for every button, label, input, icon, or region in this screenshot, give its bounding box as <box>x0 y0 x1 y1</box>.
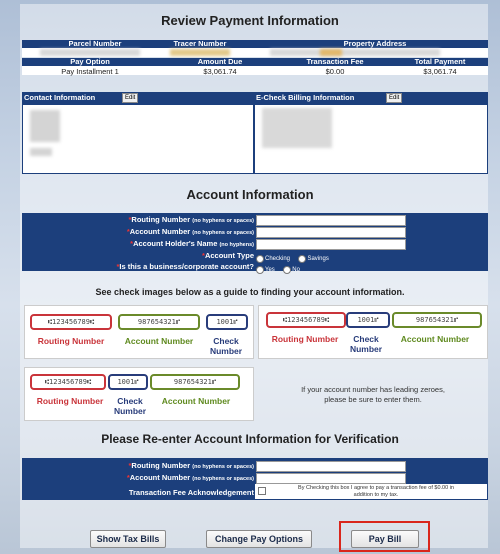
check3-routing-digits: ⑆123456789⑆ <box>30 374 106 390</box>
check3-account-digits: 987654321⑈ <box>150 374 240 390</box>
account-number-input[interactable] <box>256 227 406 238</box>
business-account-label-text: Is this a business/corporate account? <box>119 262 254 271</box>
check2-check-label <box>344 334 388 354</box>
check-guide-heading: See check images below as a guide to finding your account information. <box>95 287 405 297</box>
business-no-label: No <box>292 266 300 273</box>
check1-check-label-1: Check <box>213 336 239 346</box>
check3-routing-label: Routing Number <box>36 396 104 406</box>
contact-information-title: Contact Information <box>24 93 96 102</box>
verify-account-input[interactable] <box>256 473 406 484</box>
fee-acknowledgement-checkbox[interactable] <box>258 487 266 495</box>
routing-number-label: *Routing Number (no hyphens or spaces) <box>128 215 254 224</box>
verify-routing-input[interactable] <box>256 461 406 472</box>
check2-account-digits: 987654321⑈ <box>392 312 482 328</box>
account-type-label-text: Account Type <box>204 251 254 260</box>
savings-radio-label: Savings <box>307 255 329 262</box>
redacted-contact-info-2 <box>30 148 52 156</box>
business-account-options <box>256 261 304 279</box>
account-holder-hint: (no hyphens) <box>219 242 254 248</box>
account-holder-label-text: Account Holder's Name <box>133 239 218 248</box>
redacted-address <box>270 49 440 56</box>
redacted-echeck-info <box>262 108 332 148</box>
routing-number-label-text: Routing Number <box>131 215 191 224</box>
account-number-label: *Account Number (no hyphens or spaces) <box>126 227 254 236</box>
fee-acknowledgement-label: Transaction Fee Acknowledgement <box>128 488 254 497</box>
amount-due-value: $3,061.74 <box>203 67 237 76</box>
check1-routing-digits: ⑆123456789⑆ <box>30 314 112 330</box>
fee-text-1: By Checking this box I agree to pay a transaction fee of $0.00 in <box>298 485 454 491</box>
review-title: Review Payment Information <box>161 13 339 28</box>
header-transaction-fee: Transaction Fee <box>306 57 364 66</box>
check3-account-label: Account Number <box>161 396 231 406</box>
verify-account-label: *Account Number (no hyphens or spaces) <box>126 473 254 482</box>
check2-check-label-1: Check <box>353 334 379 344</box>
business-yes-label: Yes <box>265 266 275 273</box>
business-account-label: *Is this a business/corporate account? <box>116 262 254 271</box>
header-total-payment: Total Payment <box>414 57 466 66</box>
check2-routing-digits: ⑆123456789⑆ <box>266 312 346 328</box>
check2-check-digits: 1001⑈ <box>346 312 390 328</box>
leading-zeroes-note-1: If your account number has leading zeroes, <box>301 385 445 394</box>
check2-check-label-2: Number <box>349 344 383 354</box>
check1-account-digits: 987654321⑈ <box>118 314 200 330</box>
leading-zeroes-note-2: please be sure to enter them. <box>324 395 422 404</box>
redacted-contact-info <box>30 110 60 142</box>
show-tax-bills-button[interactable]: Show Tax Bills <box>90 530 166 548</box>
fee-text-2: addition to my tax. <box>353 492 399 498</box>
check1-check-digits: 1001⑈ <box>206 314 248 330</box>
check3-check-digits: 1001⑈ <box>108 374 148 390</box>
header-pay-option: Pay Option <box>70 57 110 66</box>
check1-routing-label: Routing Number <box>37 336 105 346</box>
redacted-parcel <box>40 49 140 56</box>
check2-routing-label: Routing Number <box>271 334 339 344</box>
check3-check-label-2: Number <box>113 406 147 416</box>
redacted-address-mark <box>320 49 342 56</box>
account-holder-input[interactable] <box>256 239 406 250</box>
check1-check-label-2: Number <box>209 346 243 356</box>
echeck-billing-title: E-Check Billing Information <box>256 93 355 102</box>
total-payment-value: $3,061.74 <box>423 67 457 76</box>
check1-account-label: Account Number <box>124 336 194 346</box>
header-property-address: Property Address <box>343 39 407 48</box>
transaction-fee-value: $0.00 <box>325 67 345 76</box>
redacted-tracer <box>170 49 230 56</box>
contact-edit-button[interactable]: Edit <box>122 93 138 103</box>
business-no-radio[interactable] <box>283 266 291 274</box>
change-pay-options-button[interactable]: Change Pay Options <box>206 530 312 548</box>
pay-option-value: Pay Installment 1 <box>61 67 119 76</box>
account-type-label: *Account Type <box>202 251 254 260</box>
echeck-edit-button[interactable]: Edit <box>386 93 402 103</box>
checking-radio-label: Checking <box>265 255 291 262</box>
check1-check-label <box>204 336 248 356</box>
check2-account-label: Account Number <box>400 334 470 344</box>
header-amount-due: Amount Due <box>197 57 243 66</box>
verify-account-label-text: Account Number <box>129 473 191 482</box>
leading-zeroes-note <box>268 385 478 405</box>
routing-number-hint: (no hyphens or spaces) <box>192 218 254 224</box>
business-yes-radio[interactable] <box>256 266 264 274</box>
account-information-title: Account Information <box>186 187 314 202</box>
account-holder-label: *Account Holder's Name (no hyphens) <box>130 239 254 248</box>
verify-routing-label-text: Routing Number <box>131 461 191 470</box>
verify-account-hint: (no hyphens or spaces) <box>192 476 254 482</box>
verify-routing-label: *Routing Number (no hyphens or spaces) <box>128 461 254 470</box>
routing-number-input[interactable] <box>256 215 406 226</box>
verify-routing-hint: (no hyphens or spaces) <box>192 464 254 470</box>
check3-check-label-1: Check <box>117 396 143 406</box>
account-number-hint: (no hyphens or spaces) <box>192 230 254 236</box>
account-number-label-text: Account Number <box>129 227 191 236</box>
pay-bill-button[interactable]: Pay Bill <box>351 530 419 548</box>
verification-title: Please Re-enter Account Information for Verification <box>101 432 399 446</box>
header-parcel-number: Parcel Number <box>68 39 122 48</box>
header-tracer-number: Tracer Number <box>173 39 227 48</box>
check3-check-label <box>108 396 152 416</box>
fee-acknowledgement-text <box>268 485 484 499</box>
